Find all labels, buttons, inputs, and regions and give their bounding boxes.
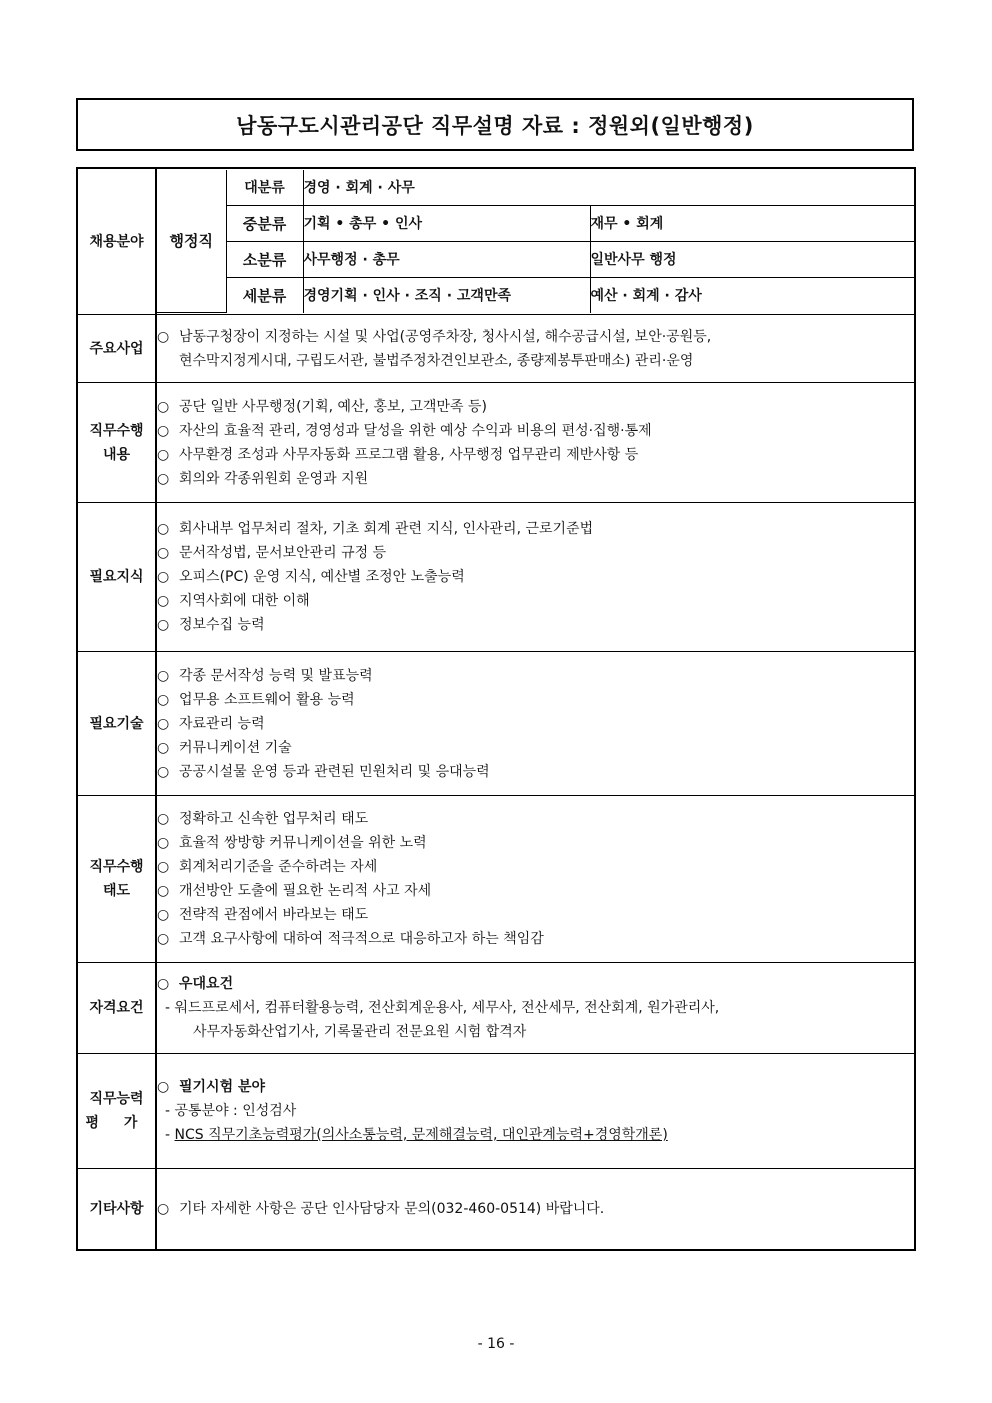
bullet-icon: ○ xyxy=(157,446,170,463)
other-row xyxy=(77,1169,915,1251)
list-item: 문서작성법, 문서보안관리 규정 등 xyxy=(179,545,387,561)
bullet-icon: ○ xyxy=(157,907,170,923)
classification-major-row xyxy=(157,170,916,206)
bullet-icon: ○ xyxy=(157,470,170,487)
skills-row xyxy=(77,652,915,796)
list-item: 효율적 쌍방향 커뮤니케이션을 위한 노력 xyxy=(179,835,427,851)
list-item: 회계처리기준을 준수하려는 자세 xyxy=(179,859,378,875)
classification-minor-row xyxy=(157,241,916,277)
main-business-line-2: 현수막지정게시대, 구립도서관, 불법주정차견인보관소, 종량제봉투판매소) 관리·운영 xyxy=(179,352,694,369)
page-number: - 16 - xyxy=(477,1336,515,1352)
bullet-icon: ○ xyxy=(157,569,170,585)
document-title: 남동구도시관리공단 직무설명 자료 : 정원외(일반행정) xyxy=(76,98,914,151)
bullet-icon: ○ xyxy=(157,545,170,561)
qualification-line-2: 사무자동화산업기사, 기록물관리 전문요원 시험 합격자 xyxy=(193,1024,527,1040)
detail-label: 세분류 xyxy=(226,277,303,313)
evaluation-content xyxy=(156,1054,915,1169)
major-value: 경영 · 회계 · 사무 xyxy=(303,170,916,206)
list-item: 정보수집 능력 xyxy=(179,617,265,633)
list-item: 각종 문서작성 능력 및 발표능력 xyxy=(179,667,373,684)
bullet-icon: ○ xyxy=(157,739,170,756)
list-item: 고객 요구사항에 대하여 적극적으로 대응하고자 하는 책임감 xyxy=(179,931,544,947)
list-item: 공공시설물 운영 등과 관련된 민원처리 및 응대능력 xyxy=(179,763,490,780)
list-item: 자료관리 능력 xyxy=(179,715,265,732)
list-item: 전략적 관점에서 바라보는 태도 xyxy=(179,907,369,923)
qualification-content xyxy=(156,963,915,1054)
evaluation-label xyxy=(77,1054,156,1169)
list-item: 정확하고 신속한 업무처리 태도 xyxy=(179,811,369,827)
evaluation-label-2: 평 가 xyxy=(85,1115,148,1131)
job-content-label-1: 직무수행 xyxy=(89,422,144,439)
classification-cell xyxy=(156,168,915,315)
classification-middle-row xyxy=(157,205,916,241)
bullet-icon: ○ xyxy=(157,667,170,684)
list-item: 회의와 각종위원회 운영과 지원 xyxy=(179,470,369,487)
evaluation-heading: 필기시험 분야 xyxy=(179,1079,266,1095)
major-label: 대분류 xyxy=(226,170,303,206)
list-item: 커뮤니케이션 기술 xyxy=(179,739,292,756)
list-item: 공단 일반 사무행정(기획, 예산, 홍보, 고객만족 등) xyxy=(179,398,487,415)
bullet-icon: ○ xyxy=(157,835,170,851)
skills-list xyxy=(156,652,915,796)
bullet-icon: ○ xyxy=(157,1201,170,1217)
job-content-label xyxy=(77,383,156,503)
bullet-icon: ○ xyxy=(157,1079,170,1095)
classification-table xyxy=(157,170,916,314)
main-business-content xyxy=(156,315,915,383)
bullet-icon: ○ xyxy=(157,715,170,732)
main-business-row xyxy=(77,315,915,383)
bullet-icon: ○ xyxy=(157,521,170,537)
evaluation-line-2-underlined: NCS 직무기초능력평가(의사소통능력, 문제해결능력, 대인관계능력+경영학개론) xyxy=(174,1127,668,1143)
other-label: 기타사항 xyxy=(77,1169,156,1251)
job-content-label-2: 내용 xyxy=(102,446,131,463)
detail-value-2: 예산 · 회계 · 감사 xyxy=(590,277,916,313)
minor-value-1: 사무행정 · 총무 xyxy=(303,241,590,277)
bullet-icon: ○ xyxy=(157,976,170,992)
bullet-icon: ○ xyxy=(157,883,170,899)
job-content-list xyxy=(156,383,915,503)
middle-value-2: 재무 • 회계 xyxy=(590,205,916,241)
list-item: 회사내부 업무처리 절차, 기초 회계 관련 지식, 인사관리, 근로기준법 xyxy=(179,521,594,537)
job-content-row xyxy=(77,383,915,503)
attitude-label xyxy=(77,796,156,963)
other-text: 기타 자세한 사항은 공단 인사담당자 문의(032-460-0514) 바랍니다. xyxy=(179,1201,605,1217)
list-item: 업무용 소프트웨어 활용 능력 xyxy=(179,691,355,708)
bullet-icon: ○ xyxy=(157,617,170,633)
attitude-row xyxy=(77,796,915,963)
knowledge-row xyxy=(77,503,915,652)
knowledge-list xyxy=(156,503,915,652)
job-description-table xyxy=(76,167,916,1251)
attitude-label-1: 직무수행 xyxy=(89,859,144,875)
qualification-heading: 우대요건 xyxy=(179,976,234,992)
list-item: 자산의 효율적 관리, 경영성과 달성을 위한 예상 수익과 비용의 편성·집행·통제 xyxy=(179,422,652,439)
bullet-icon: ○ xyxy=(157,422,170,439)
minor-value-2: 일반사무 행정 xyxy=(590,241,916,277)
field-label: 채용분야 xyxy=(77,168,156,315)
bullet-icon: ○ xyxy=(157,859,170,875)
main-business-line-1: 남동구청장이 지정하는 시설 및 사업(공영주차장, 청사시설, 해수공급시설, 보안·공원등, xyxy=(179,328,712,345)
main-business-label: 주요사업 xyxy=(77,315,156,383)
knowledge-label: 필요지식 xyxy=(77,503,156,652)
classification-row xyxy=(77,168,915,315)
middle-label: 중분류 xyxy=(226,205,303,241)
qualification-line-1: - 워드프로세서, 컴퓨터활용능력, 전산회계운용사, 세무사, 전산세무, 전산회계, 원가관리사, xyxy=(165,1000,720,1016)
bullet-icon: ○ xyxy=(157,398,170,415)
bullet-icon: ○ xyxy=(157,811,170,827)
skills-label: 필요기술 xyxy=(77,652,156,796)
attitude-list xyxy=(156,796,915,963)
qualification-label: 자격요건 xyxy=(77,963,156,1054)
field-value: 행정직 xyxy=(157,170,226,313)
bullet-icon: ○ xyxy=(157,328,170,345)
list-item: 지역사회에 대한 이해 xyxy=(179,593,310,609)
detail-value-1: 경영기획 · 인사 · 조직 · 고객만족 xyxy=(303,277,590,313)
bullet-icon: ○ xyxy=(157,691,170,708)
list-item: 사무환경 조성과 사무자동화 프로그램 활용, 사무행정 업무관리 제반사항 등 xyxy=(179,446,639,463)
list-item: 개선방안 도출에 필요한 논리적 사고 자세 xyxy=(179,883,432,899)
evaluation-line-1: - 공통분야 : 인성검사 xyxy=(165,1103,297,1119)
evaluation-label-1: 직무능력 xyxy=(89,1091,144,1107)
attitude-label-2: 태도 xyxy=(102,883,131,899)
bullet-icon: ○ xyxy=(157,593,170,609)
classification-detail-row xyxy=(157,277,916,313)
qualification-row xyxy=(77,963,915,1054)
minor-label: 소분류 xyxy=(226,241,303,277)
bullet-icon: ○ xyxy=(157,763,170,780)
bullet-icon: ○ xyxy=(157,931,170,947)
middle-value-1: 기획 • 총무 • 인사 xyxy=(303,205,590,241)
evaluation-line-2-prefix: - xyxy=(165,1127,171,1143)
other-content xyxy=(156,1169,915,1251)
evaluation-row xyxy=(77,1054,915,1169)
list-item: 오피스(PC) 운영 지식, 예산별 조정안 노출능력 xyxy=(179,569,465,585)
